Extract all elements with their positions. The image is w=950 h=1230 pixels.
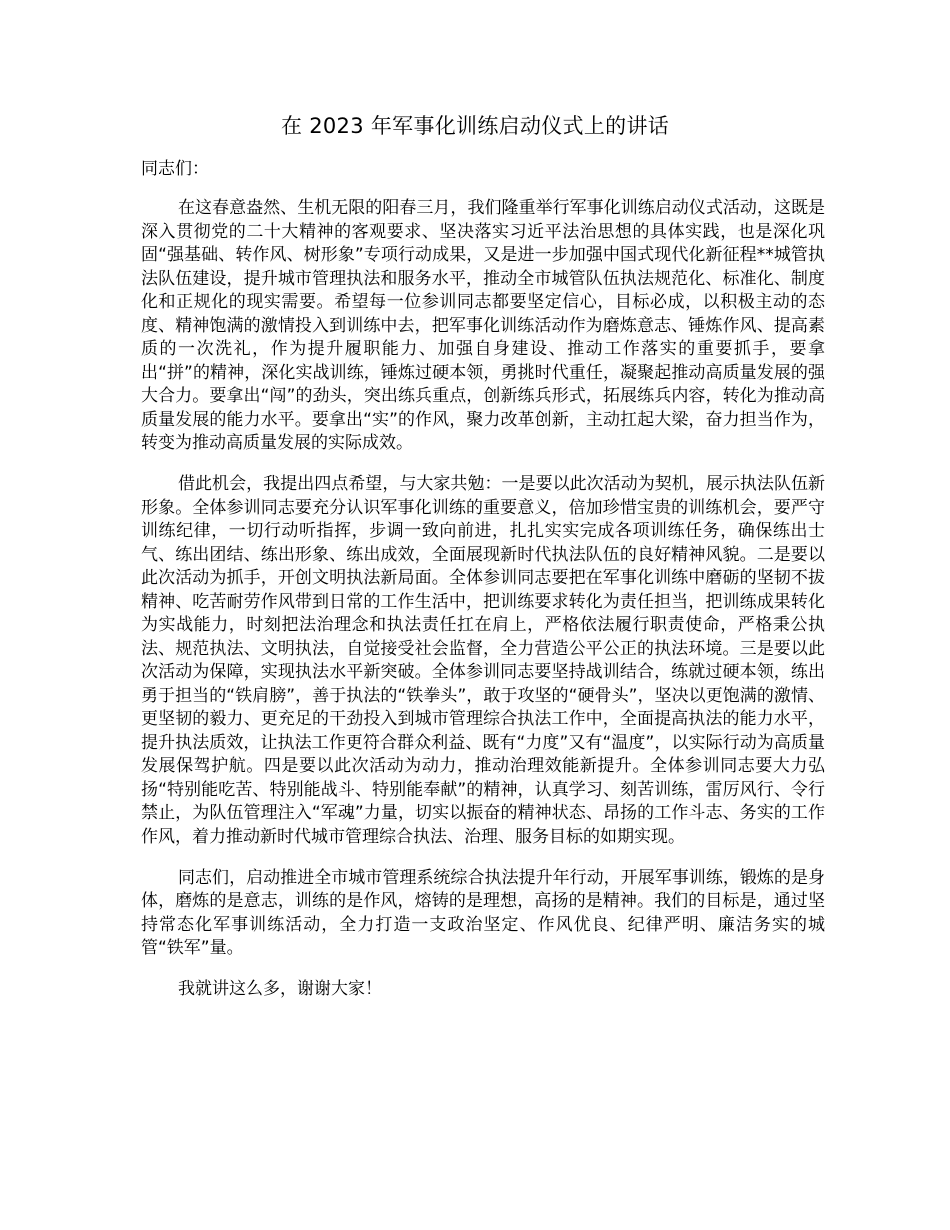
document-title: 在 2023 年军事化训练启动仪式上的讲话 <box>280 114 670 138</box>
paragraph-closing: 我就讲这么多，谢谢大家！ <box>178 979 382 999</box>
paragraph-opening: 在这春意盎然、生机无限的阳春三月，我们隆重举行军事化训练启动仪式活动，这既是深入贯彻党的二十大精神的客观要求、坚决落实习近平法治思想的具体实践，也是深化巩固“强基础、转作风、树形象”专项行动成果，又是进一步加强中国式现代化新征程**城管执法队伍建设，提升城市管理执法和服务水平，推动全市城管队伍执法规范化、标准化、制度化和正规化的现实需要。希望每一位参训同志都要坚定信心，目标必成，以积极主动的态度、精神饱满的激情投入到训练中去，把军事化训练活动作为磨炼意志、锤炼作风、提高素质的一次洗礼，作为提升履职能力、加强自身建设、推动工作落实的重要抓手，要拿出“拼”的精神，深化实战训练，锤炼过硬本领，勇挑时代重任，凝聚起推动高质量发展的强大合力。要拿出“闯”的劲头，突出练兵重点，创新练兵形式，拓展练兵内容，转化为推动高质量发展的能力水平。要拿出“实”的作风，聚力改革创新，主动扛起大梁，奋力担当作为，转变为推动高质量发展的实际成效。 <box>141 198 825 453</box>
document-body <box>141 197 825 1019</box>
salutation: 同志们： <box>141 159 209 179</box>
paragraph-goal: 同志们，启动推进全市城市管理系统综合执法提升年行动，开展军事训练，锻炼的是身体，磨炼的是意志，训练的是作风，熔铸的是理想，高扬的是精神。我们的目标是，通过坚持常态化军事训练活动，全力打造一支政治坚定、作风优良、纪律严明、廉洁务实的城管“铁军”量。 <box>141 867 825 958</box>
paragraph-four-hopes: 借此机会，我提出四点希望，与大家共勉：一是要以此次活动为契机，展示执法队伍新形象。全体参训同志要充分认识军事化训练的重要意义，倍加珍惜宝贵的训练机会，要严守训练纪律，一切行动听指挥，步调一致向前进，扎扎实实完成各项训练任务，确保练出士气、练出团结、练出形象、练出成效，全面展现新时代执法队伍的良好精神风貌。二是要以此次活动为抓手，开创文明执法新局面。全体参训同志要把在军事化训练中磨砺的坚韧不拔精神、吃苦耐劳作风带到日常的工作生活中，把训练要求转化为责任担当，把训练成果转化为实战能力，时刻把法治理念和执法责任扛在肩上，严格依法履行职责使命，严格秉公执法、规范执法、文明执法，自觉接受社会监督，全力营造公平公正的执法环境。三是要以此次活动为保障，实现执法水平新突破。全体参训同志要坚持战训结合，练就过硬本领，练出勇于担当的“铁肩膀”，善于执法的“铁拳头”，敢于攻坚的“硬骨头”，坚决以更饱满的激情、更坚韧的毅力、更充足的干劲投入到城市管理综合执法工作中，全面提高执法的能力水平，提升执法质效，让执法工作更符合群众利益、既有“力度”又有“温度”，以实际行动为高质量发展保驾护航。四是要以此次活动为动力，推动治理效能新提升。全体参训同志要大力弘扬“特别能吃苦、特别能战斗、特别能奉献”的精神，认真学习、刻苦训练，雷厉风行、令行禁止，为队伍管理注入“军魂”力量，切实以振奋的精神状态、昂扬的工作斗志、务实的工作作风，着力推动新时代城市管理综合执法、治理、服务目标的如期实现。 <box>141 474 825 847</box>
